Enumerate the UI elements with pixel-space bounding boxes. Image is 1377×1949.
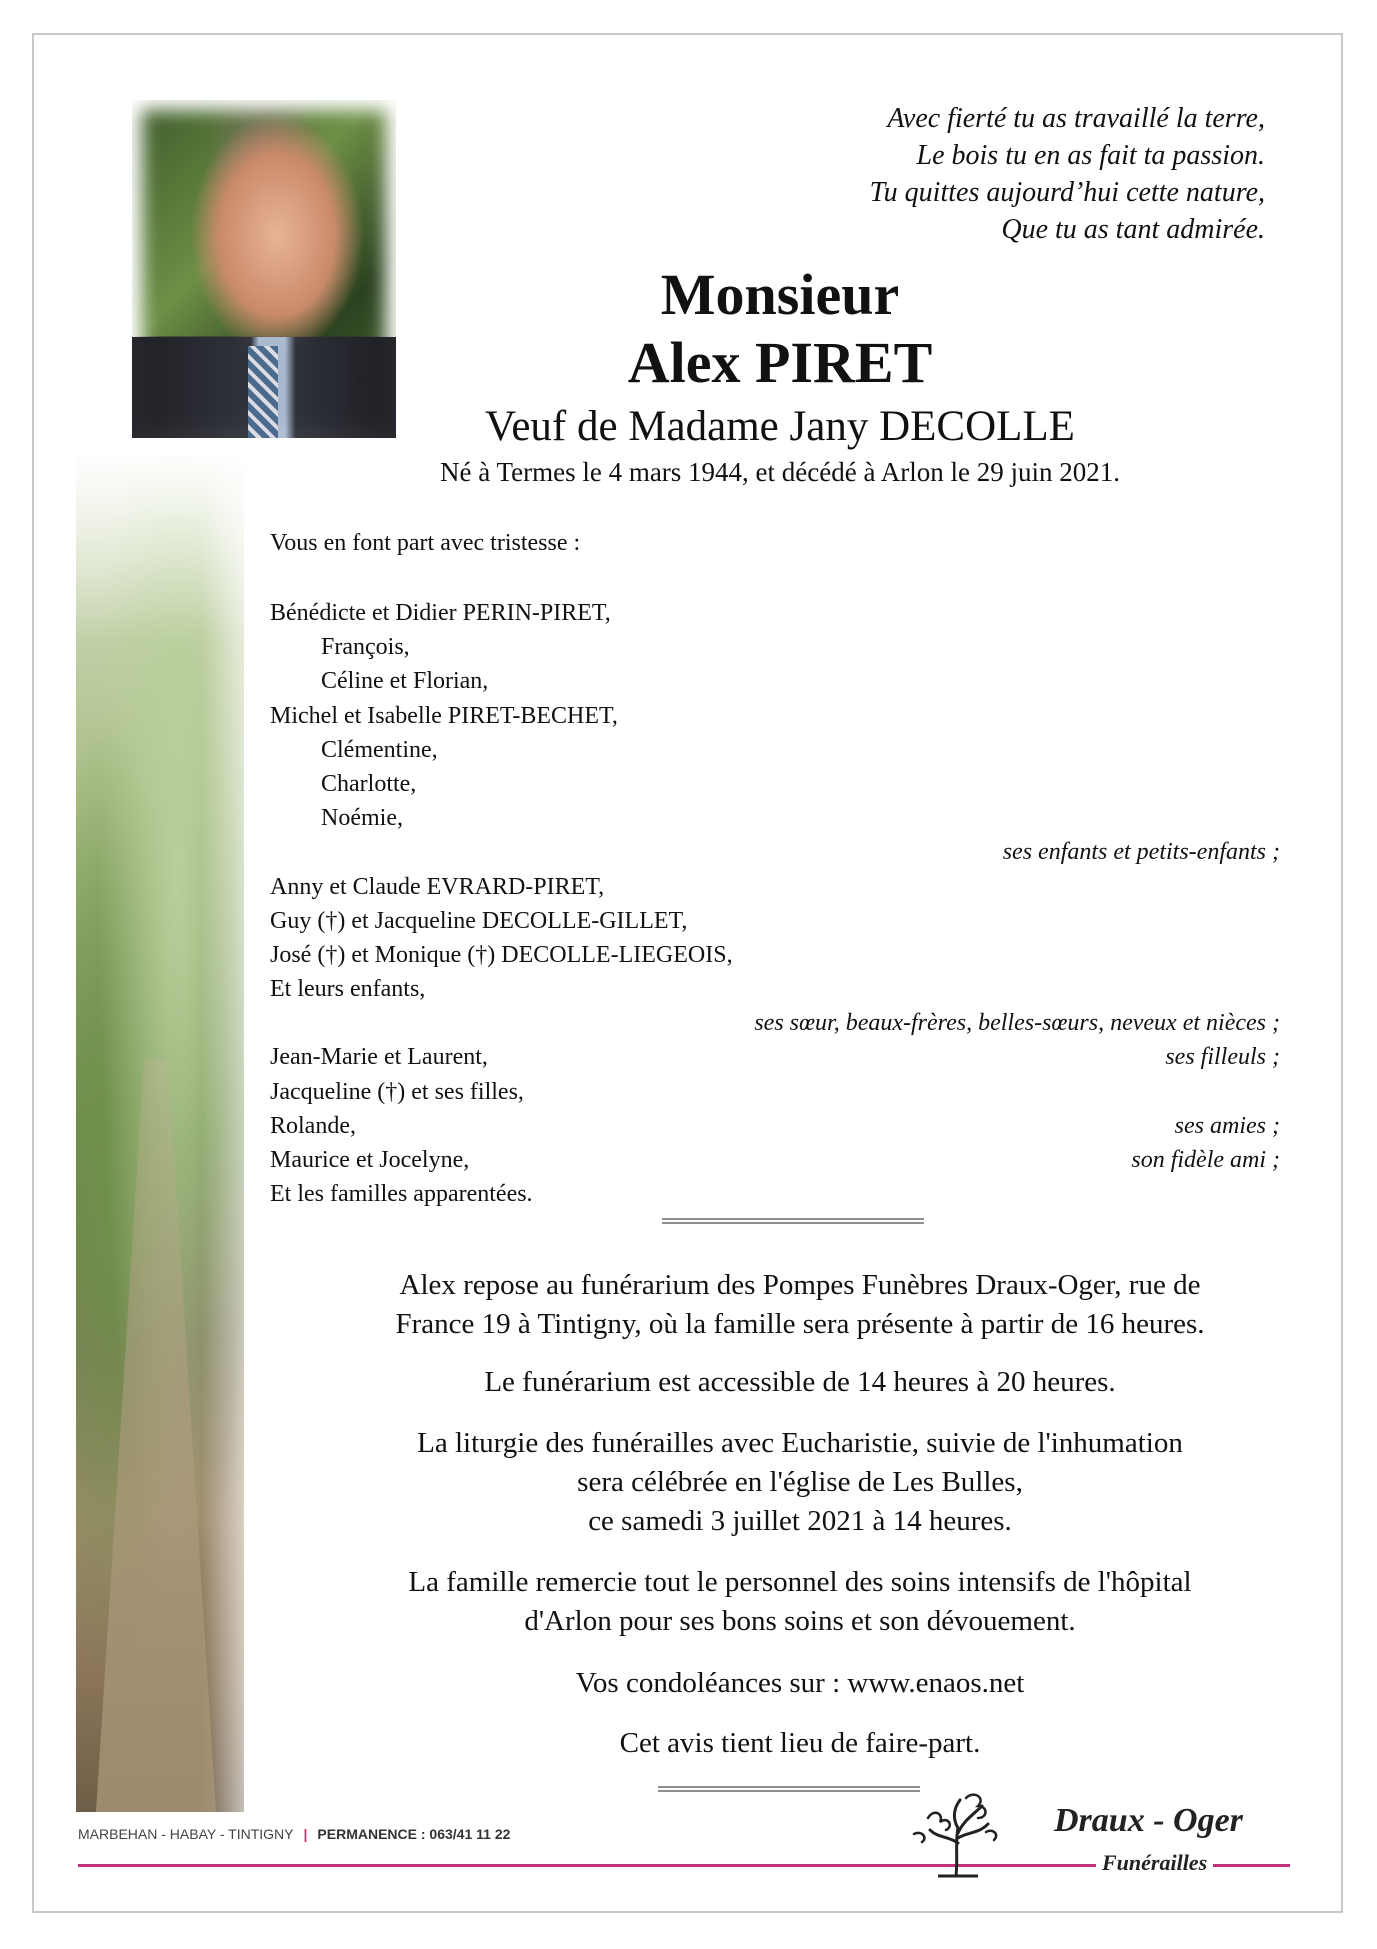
poem <box>705 100 1265 248</box>
family-name: Bénédicte et Didier PERIN-PIRET, <box>270 600 611 626</box>
thanks-line: d'Arlon pour ses bons soins et son dévouement. <box>524 1605 1076 1637</box>
notice-text: Cet avis tient lieu de faire-part. <box>619 1727 981 1759</box>
widow-line: Veuf de Madame Jany DECOLLE <box>485 403 1075 450</box>
footer-separator: | <box>303 1826 308 1842</box>
repose-info <box>300 1266 1300 1344</box>
condolences-link[interactable]: Vos condoléances sur : www.enaos.net <box>575 1667 1025 1699</box>
liturgy-line: ce samedi 3 juillet 2021 à 14 heures. <box>588 1505 1012 1537</box>
family-name: Charlotte, <box>321 770 417 797</box>
family-row <box>270 630 1280 664</box>
repose-line: France 19 à Tintigny, où la famille sera présente à partir de 16 heures. <box>395 1308 1205 1340</box>
family-row <box>270 801 1280 835</box>
repose-line: Alex repose au funérarium des Pompes Funèbres Draux-Oger, rue de <box>399 1269 1201 1301</box>
family-name: Maurice et Jocelyne, <box>270 1147 470 1173</box>
family-row <box>270 1177 1280 1211</box>
family-row <box>270 664 1280 698</box>
family-name: Clémentine, <box>321 736 438 763</box>
family-row <box>270 767 1280 801</box>
double-separator <box>658 1786 920 1792</box>
liturgy-line: La liturgie des funérailles avec Eucharistie, suivie de l'inhumation <box>417 1427 1183 1459</box>
family-relation: son fidèle ami ; <box>1131 1147 1280 1173</box>
poem-line: Le bois tu en as fait ta passion. <box>916 140 1265 171</box>
family-row <box>270 699 1280 733</box>
family-row <box>270 972 1280 1006</box>
family-row <box>270 1006 1280 1040</box>
family-name: Céline et Florian, <box>321 668 489 695</box>
brand-logo-text: Draux - Oger <box>1054 1802 1243 1839</box>
portrait-photo <box>132 100 396 438</box>
tree-logo-icon <box>908 1788 1008 1878</box>
family-row <box>270 870 1280 904</box>
family-name: Jacqueline (†) et ses filles, <box>270 1078 524 1105</box>
family-row <box>270 1143 1280 1177</box>
family-name: Et les familles apparentées. <box>270 1181 533 1208</box>
access-info: Le funérarium est accessible de 14 heures à 20 heures. <box>484 1366 1116 1398</box>
footer-permanence: PERMANENCE : 063/41 11 22 <box>317 1826 511 1842</box>
family-row <box>270 904 1280 938</box>
family-name: Guy (†) et Jacqueline DECOLLE-GILLET, <box>270 907 688 934</box>
brand-subtitle: Funérailles <box>1096 1850 1213 1876</box>
portrait-tie <box>248 346 278 438</box>
poem-line: Avec fierté tu as travaillé la terre, <box>887 103 1265 134</box>
family-name: Rolande, <box>270 1112 356 1139</box>
thanks-info <box>300 1563 1300 1641</box>
family-row <box>270 1040 1280 1074</box>
family-row <box>270 938 1280 972</box>
family-row <box>270 1109 1280 1143</box>
poem-line: Tu quittes aujourd’hui cette nature, <box>869 177 1265 208</box>
family-row <box>270 1075 1280 1109</box>
footer-contact <box>78 1826 510 1842</box>
family-name: Et leurs enfants, <box>270 976 426 1003</box>
family-name: José (†) et Monique (†) DECOLLE-LIEGEOIS, <box>270 941 733 968</box>
family-row <box>270 596 1280 630</box>
liturgy-info <box>300 1424 1300 1541</box>
family-name: Noémie, <box>321 805 403 832</box>
title-honorific: Monsieur <box>660 262 900 327</box>
family-name: Jean-Marie et Laurent, <box>270 1044 488 1071</box>
family-list <box>270 596 1280 1211</box>
double-separator <box>662 1218 924 1224</box>
family-name: Michel et Isabelle PIRET-BECHET, <box>270 702 618 729</box>
poem-line: Que tu as tant admirée. <box>1001 214 1265 245</box>
family-relation: ses enfants et petits-enfants ; <box>1002 839 1280 866</box>
liturgy-line: sera célébrée en l'église de Les Bulles, <box>577 1466 1023 1498</box>
deceased-name: Alex PIRET <box>627 330 933 395</box>
family-relation: ses sœur, beaux-frères, belles-sœurs, neveux et nièces ; <box>754 1010 1280 1037</box>
footer-locations: MARBEHAN - HABAY - TINTIGNY <box>78 1826 294 1842</box>
intro-text: Vous en font part avec tristesse : <box>270 530 581 556</box>
family-relation: ses filleuls ; <box>1165 1044 1280 1071</box>
family-row <box>270 835 1280 869</box>
family-name: Anny et Claude EVRARD-PIRET, <box>270 873 605 900</box>
family-relation: ses amies ; <box>1174 1112 1280 1139</box>
birth-death-line: Né à Termes le 4 mars 1944, et décédé à Arlon le 29 juin 2021. <box>440 457 1120 487</box>
family-name: François, <box>321 634 410 661</box>
family-row <box>270 733 1280 767</box>
thanks-line: La famille remercie tout le personnel des soins intensifs de l'hôpital <box>408 1566 1192 1598</box>
